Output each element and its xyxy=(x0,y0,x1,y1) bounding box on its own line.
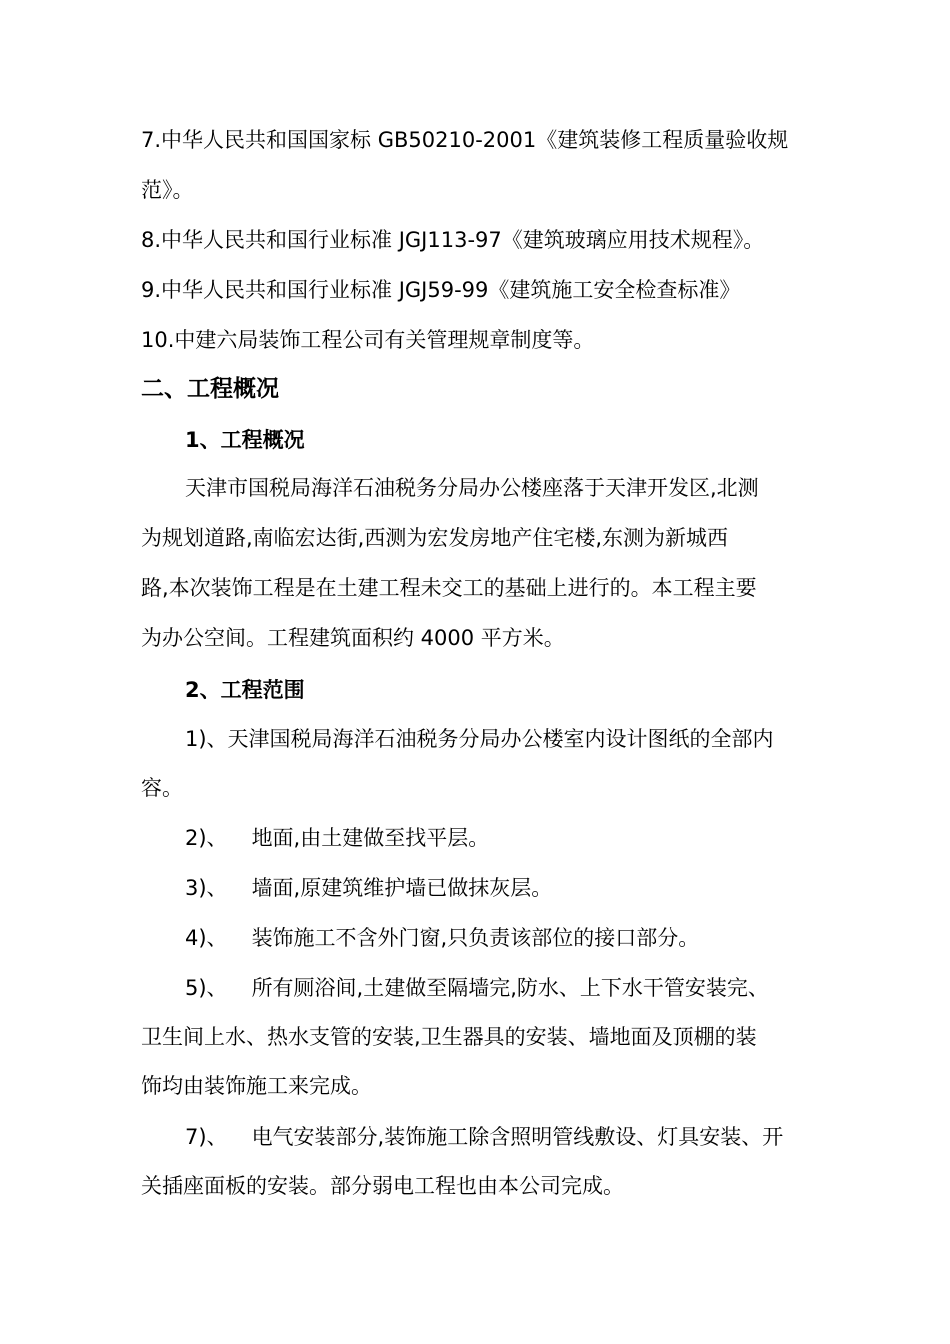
text-line: 容。 xyxy=(141,776,183,800)
text-line: 9.中华人民共和国行业标准 JGJ59-99《建筑施工安全检查标准》 xyxy=(141,278,741,302)
subsection-heading: 2、工程范围 xyxy=(185,678,305,702)
list-text: 所有厕浴间,土建做至隔墙完,防水、上下水干管安装完、 xyxy=(251,976,769,1000)
text-line: 范》。 xyxy=(141,178,194,202)
text-line: 关插座面板的安装。部分弱电工程也由本公司完成。 xyxy=(141,1174,624,1198)
list-number: 2)、 xyxy=(185,826,228,850)
text-line: 卫生间上水、热水支管的安装,卫生器具的安装、墙地面及顶棚的装 xyxy=(141,1025,757,1049)
list-item xyxy=(185,973,769,1003)
list-number: 3)、 xyxy=(185,876,228,900)
list-number: 4)、 xyxy=(185,926,228,950)
text-line: 饰均由装饰施工来完成。 xyxy=(141,1074,372,1098)
text-line: 天津市国税局海洋石油税务分局办公楼座落于天津开发区,北测 xyxy=(185,476,759,500)
text-line: 1)、天津国税局海洋石油税务分局办公楼室内设计图纸的全部内 xyxy=(185,727,774,751)
list-number: 7)、 xyxy=(185,1125,228,1149)
text-line: 为规划道路,南临宏达街,西测为宏发房地产住宅楼,东测为新城西 xyxy=(141,526,729,550)
list-text: 装饰施工不含外门窗,只负责该部位的接口部分。 xyxy=(251,926,700,950)
text-line: 7.中华人民共和国国家标 GB50210-2001《建筑装修工程质量验收规 xyxy=(141,128,789,152)
section-heading: 二、工程概况 xyxy=(141,376,279,402)
text-line: 8.中华人民共和国行业标准 JGJ113-97《建筑玻璃应用技术规程》。 xyxy=(141,228,765,252)
list-number: 5)、 xyxy=(185,976,228,1000)
list-text: 电气安装部分,装饰施工除含照明管线敷设、灯具安装、开 xyxy=(251,1125,784,1149)
list-item xyxy=(185,1122,783,1152)
list-text: 墙面,原建筑维护墙已做抹灰层。 xyxy=(251,876,553,900)
list-item xyxy=(185,823,489,853)
list-item xyxy=(185,923,699,953)
subsection-heading: 1、工程概况 xyxy=(185,428,305,452)
text-line: 10.中建六局装饰工程公司有关管理规章制度等。 xyxy=(141,328,595,352)
list-item xyxy=(185,873,552,903)
list-text: 地面,由土建做至找平层。 xyxy=(251,826,490,850)
text-line: 路,本次装饰工程是在土建工程未交工的基础上进行的。本工程主要 xyxy=(141,576,757,600)
text-line: 为办公空间。工程建筑面积约 4000 平方米。 xyxy=(141,626,565,650)
